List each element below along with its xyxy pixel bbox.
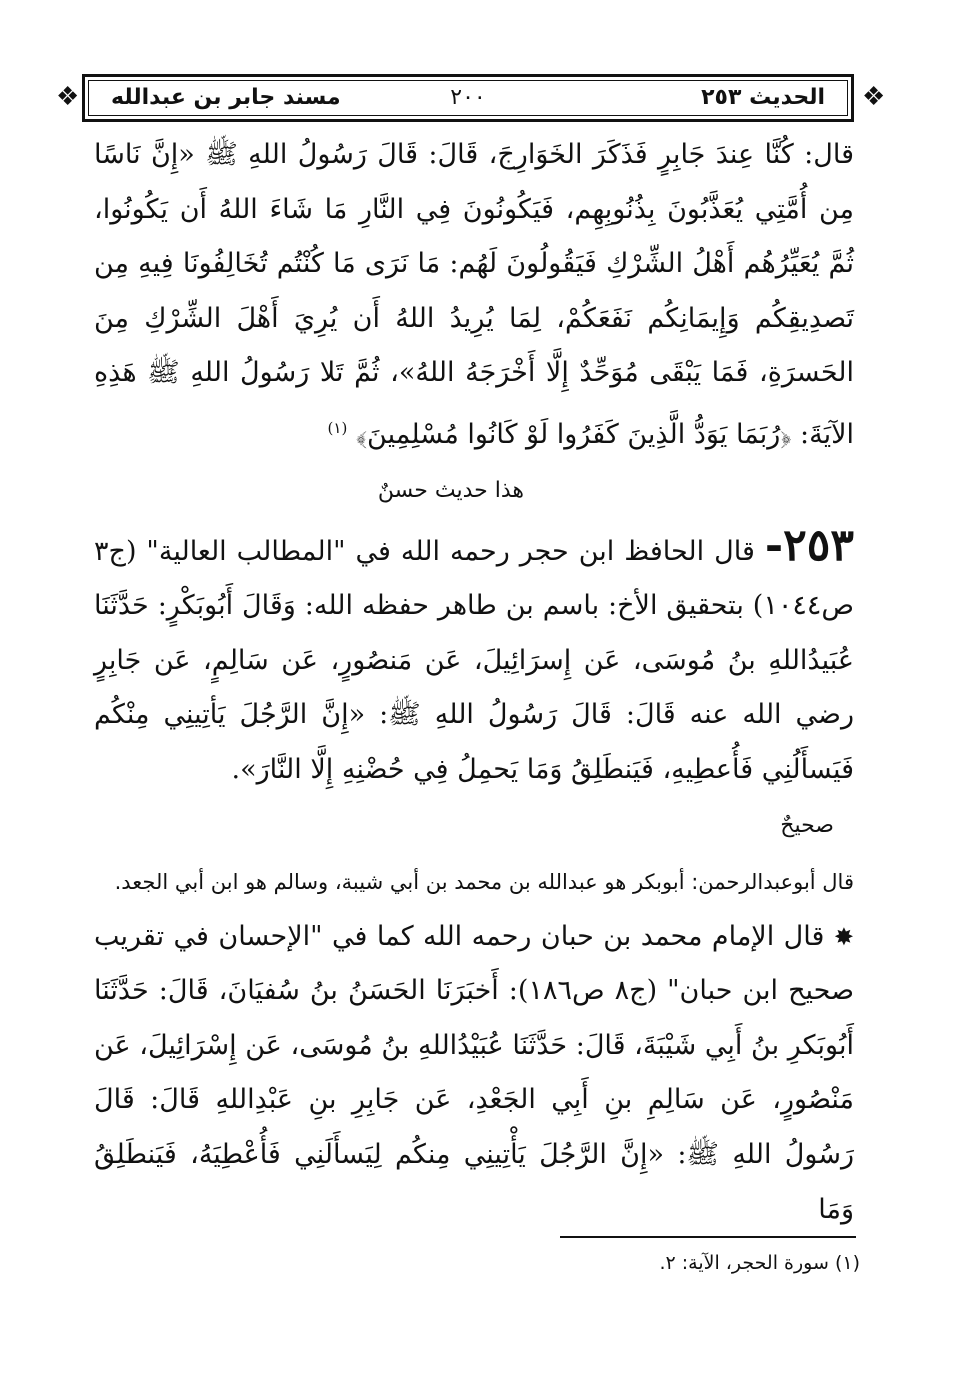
footnote-separator [560, 1236, 856, 1238]
header-hadith-label: الحديث ٢٥٣ [701, 85, 825, 110]
grade-line-2 [94, 798, 854, 854]
hadith-number: ٢٥٣- [764, 519, 854, 571]
star-bullet-icon: ✸ [833, 922, 854, 951]
footnote-reference: (١) [327, 418, 348, 437]
paragraph-hadith-253 [94, 519, 854, 798]
paragraph-ibn-hibban [94, 910, 854, 1238]
author-note: قال أبوعبدالرحمن: أبوبكر هو عبدالله بن محمد بن أبي شيبة، وسالم هو ابن أبي الجعد. [114, 869, 854, 894]
page-body [94, 128, 854, 1237]
paragraph-hadith-252-text [94, 128, 854, 463]
grade-hasan: هذا حديث حسنٌ [377, 477, 524, 503]
paragraph-2: قال الحافظ ابن حجر رحمه الله في "المطالب العالية" (ج٣ ص١٠٤٤) بتحقيق الأخ: باسم بن طاهر حفظه الله: وَقَالَ أَبُوبَكْرٍ: حَدَّثَنَا عُبَيدُاللهِ بنُ مُوسَى، عَن إِسرَائِيلَ، عَن مَنصُورٍ، عَن سَالِمٍ، عَن جَابِرٍ رضي الله عنه قَالَ: قَالَ رَسُولُ اللهِ ﷺ: «إِنَّ الرَّجُلَ يَأتِينِي مِنْكُم فَيَسأَلُنِي فَأُعطِيهِ، فَيَنطَلِقُ وَمَا يَحمِلُ فِي حُضْنِهِ إِلَّا النَّارَ». [94, 535, 854, 785]
running-header [82, 74, 854, 122]
grade-line-1 [94, 463, 854, 519]
header-page-number: ٢٠٠ [450, 85, 486, 110]
header-book-title: مسند جابر بن عبدالله [111, 85, 341, 110]
header-ornament-left-icon: ❖ [56, 82, 80, 112]
footnote-text: (١) سورة الحجر، الآية: ٢. [659, 1252, 860, 1274]
header-ornament-right-icon: ❖ [862, 82, 886, 112]
grade-sahih: صحيحٌ [780, 812, 834, 838]
paragraph-1: قال: كُنَّا عِندَ جَابِرٍ فَذَكَرَ الخَوَارِجَ، قَالَ: قَالَ رَسُولُ اللهِ ﷺ «إِنَّ نَاسًا مِن أُمَّتِي يُعَذَّبُونَ بِذُنُوبِهِم، فَيَكُونُونَ فِي النَّارِ مَا شَاءَ اللهُ أَن يَكُونُوا، ثُمَّ يُعَيِّرُهُم أَهْلُ الشِّرْكِ فَيَقُولُونَ لَهُم: مَا نَرَى مَا كُنْتُم تُخَالِفُونَا فِيهِ مِن تَصدِيقِكُم وَإِيمَانِكُم نَفَعَكُمْ، لِمَا يُرِيدُ اللهُ أَن يُرِيَ أَهْلَ الشِّرْكِ مِنَ الحَسرَةِ، فَمَا يَبْقَى مُوَحِّدٌ إِلَّا أَخْرَجَهُ اللهُ»، ثُمَّ تَلا رَسُولُ اللهِ ﷺ هَذِهِ الآيَةَ: ﴿رُبَمَا يَوَدُّ الَّذِينَ كَفَرُوا لَوْ كَانُوا مُسْلِمِينَ﴾ [94, 139, 854, 450]
paragraph-3: قال الإمام محمد بن حبان رحمه الله كما في "الإحسان في تقريب صحيح ابن حبان" (ج٨ ص١٨٦): أَخبَرَنَا الحَسَنُ بنُ سُفيَانَ، قَالَ: حَدَّثَنَا أَبُوبَكرِ بنُ أَبِي شَيْبَةَ، قَالَ: حَدَّثَنَا عُبَيْدُاللهِ بنُ مُوسَى، عَن إِسْرَائِيلَ، عَن مَنْصُورٍ، عَن سَالِمِ بنِ أَبِي الجَعْدِ، عَن جَابِرِ بنِ عَبْدِاللهِ قَالَ: قَالَ رَسُولُ اللهِ ﷺ: «إِنَّ الرَّجُلَ يَأْتِينِي مِنكُم لِيَسأَلَنِي فَأُعْطِيَهُ، فَيَنطَلِقُ وَمَا [94, 920, 854, 1225]
